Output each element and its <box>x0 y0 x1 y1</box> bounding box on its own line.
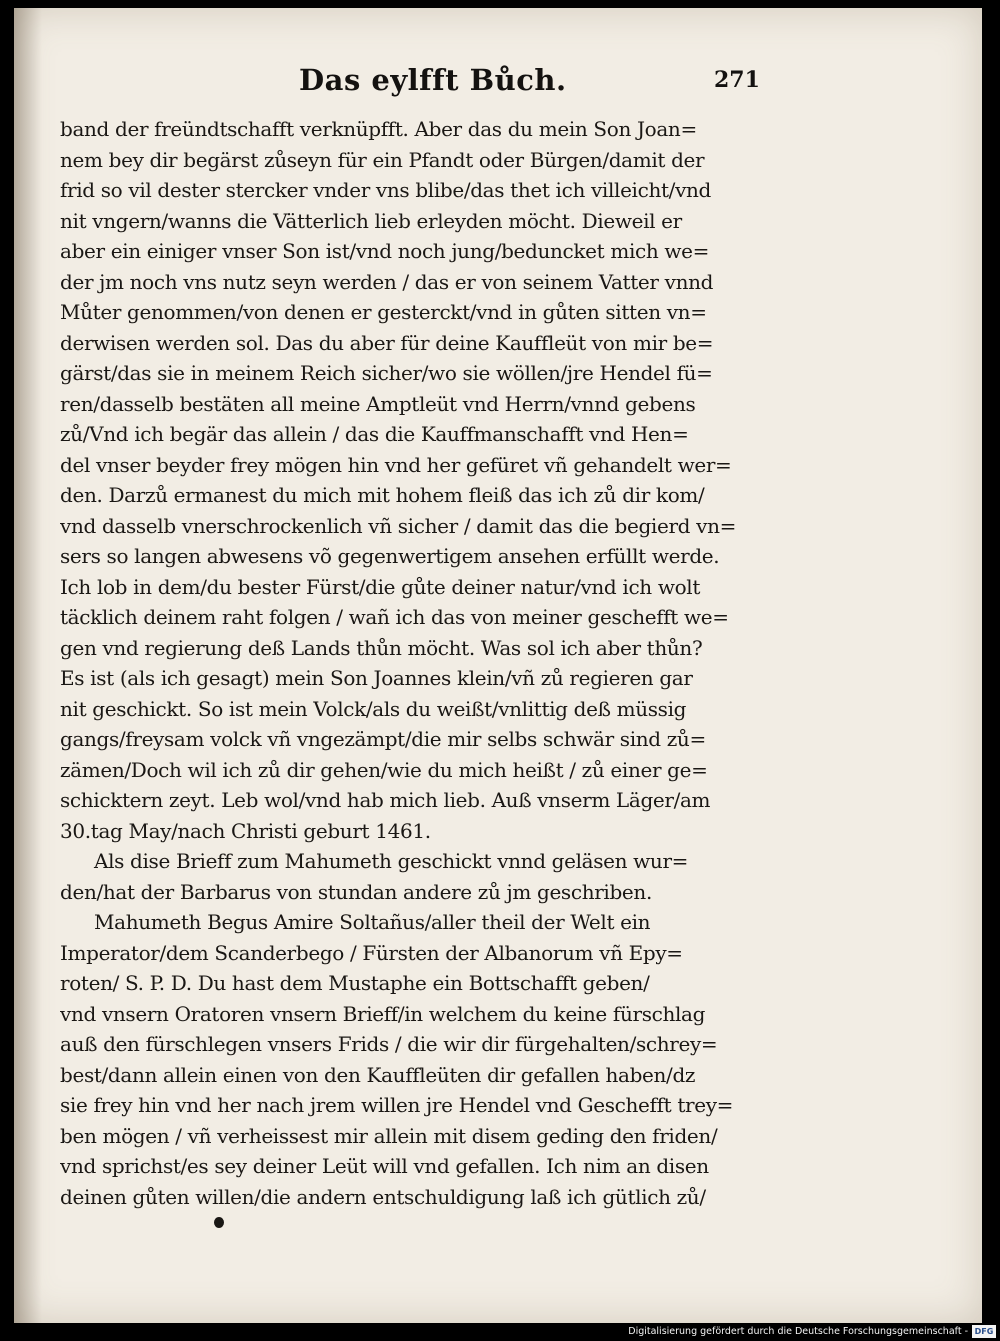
text-line: auß den fürschlegen vnsers Frids / die wir dir fürgehalten/schrey= <box>60 1032 718 1056</box>
text-line: Ich lob in dem/du bester Fürst/die gůte deiner natur/vnd ich wolt <box>60 574 701 599</box>
text-line: schicktern zeyt. Leb wol/vnd hab mich lieb. Auß vnserm Läger/am <box>60 788 711 812</box>
text-line: gen vnd regierung deß Lands thůn möcht. Was sol ich aber thůn? <box>60 635 703 660</box>
text-line: den. Darzů ermanest du mich mit hohem fleiß das ich zů dir kom/ <box>60 483 705 507</box>
text-line: vnd dasselb vnerschrockenlich vñ sicher / damit das die begierd vn= <box>60 513 737 538</box>
text-line: der jm noch vns nutz seyn werden / das er von seinem Vatter vnnd <box>60 269 714 294</box>
text-line: aber ein einiger vnser Son ist/vnd noch jung/beduncket mich we= <box>60 239 710 263</box>
dfg-logo-icon: DFG <box>972 1325 996 1338</box>
text-line: nit geschickt. So ist mein Volck/als du weißt/vnlittig deß müssig <box>60 696 687 721</box>
text-line: Als dise Brieff zum Mahumeth geschickt vnnd geläsen wur= <box>94 849 689 873</box>
text-line: sie frey hin vnd her nach jrem willen jre Hendel vnd Geschefft trey= <box>60 1093 734 1117</box>
text-line: best/dann allein einen von den Kauffleüten dir gefallen haben/dz <box>60 1062 696 1087</box>
text-line: zämen/Doch wil ich zů dir gehen/wie du mich heißt / zů einer ge= <box>60 757 708 782</box>
text-line: del vnser beyder frey mögen hin vnd her gefüret vñ gehandelt wer= <box>60 452 732 477</box>
text-line: Imperator/dem Scanderbego / Fürsten der Albanorum vñ Epy= <box>60 940 683 965</box>
text-line: nit vngern/wanns die Vätterlich lieb erleyden möcht. Dieweil er <box>60 208 682 233</box>
text-line: deinen gůten willen/die andern entschuldigung laß ich gütlich zů/ <box>60 1184 706 1209</box>
text-line: gärst/das sie in meinem Reich sicher/wo sie wöllen/jre Hendel fü= <box>60 361 713 385</box>
text-line: täcklich deinem raht folgen / wañ ich das von meiner geschefft we= <box>60 605 729 629</box>
text-line: Mahumeth Begus Amire Soltañus/aller theil der Welt ein <box>94 910 651 934</box>
running-header <box>14 63 982 103</box>
text-line: derwisen werden sol. Das du aber für deine Kauffleüt von mir be= <box>60 330 714 355</box>
text-line: Es ist (als ich gesagt) mein Son Joannes klein/vñ zů regieren gar <box>60 666 693 690</box>
text-line: ben mögen / vñ verheissest mir allein mit disem geding den friden/ <box>60 1123 718 1148</box>
text-line: gangs/freysam volck vñ vngezämpt/die mir selbs schwär sind zů= <box>60 727 706 751</box>
book-page <box>14 8 982 1323</box>
text-line: roten/ S. P. D. Du hast dem Mustaphe ein Bottschafft geben/ <box>60 971 650 995</box>
credit-text: Digitalisierung gefördert durch die Deutsche Forschungsgemeinschaft - <box>628 1325 968 1337</box>
text-line: band der freündtschafft verknüpfft. Aber das du mein Son Joan= <box>60 117 697 141</box>
text-line: nem bey dir begärst zůseyn für ein Pfandt oder Bürgen/damit der <box>60 147 705 172</box>
text-line: ren/dasselb bestäten all meine Amptleüt vnd Herrn/vnnd gebens <box>60 391 696 416</box>
digitization-credit <box>628 1324 996 1338</box>
folio-number: 271 <box>714 67 760 93</box>
page-gutter-shadow <box>14 8 42 1323</box>
text-line: frid so vil dester stercker vnder vns blibe/das thet ich villeicht/vnd <box>60 178 711 202</box>
running-title: Das eylfft Bůch. <box>299 63 567 97</box>
text-line: sers so langen abwesens võ gegenwertigem ansehen erfüllt werde. <box>60 544 720 568</box>
text-line: vnd sprichst/es sey deiner Leüt will vnd gefallen. Ich nim an disen <box>60 1154 709 1178</box>
body-text <box>60 114 762 1212</box>
text-line: den/hat der Barbarus von stundan andere zů jm geschriben. <box>60 879 652 904</box>
text-line: zů/Vnd ich begär das allein / das die Kauffmanschafft vnd Hen= <box>60 422 689 446</box>
text-line: vnd vnsern Oratoren vnsern Brieff/in welchem du keine fürschlag <box>60 1001 706 1026</box>
ink-dot <box>214 1217 224 1228</box>
text-line: 30.tag May/nach Christi geburt 1461. <box>60 818 431 843</box>
text-line: Můter genommen/von denen er gesterckt/vnd in gůten sitten vn= <box>60 300 707 324</box>
